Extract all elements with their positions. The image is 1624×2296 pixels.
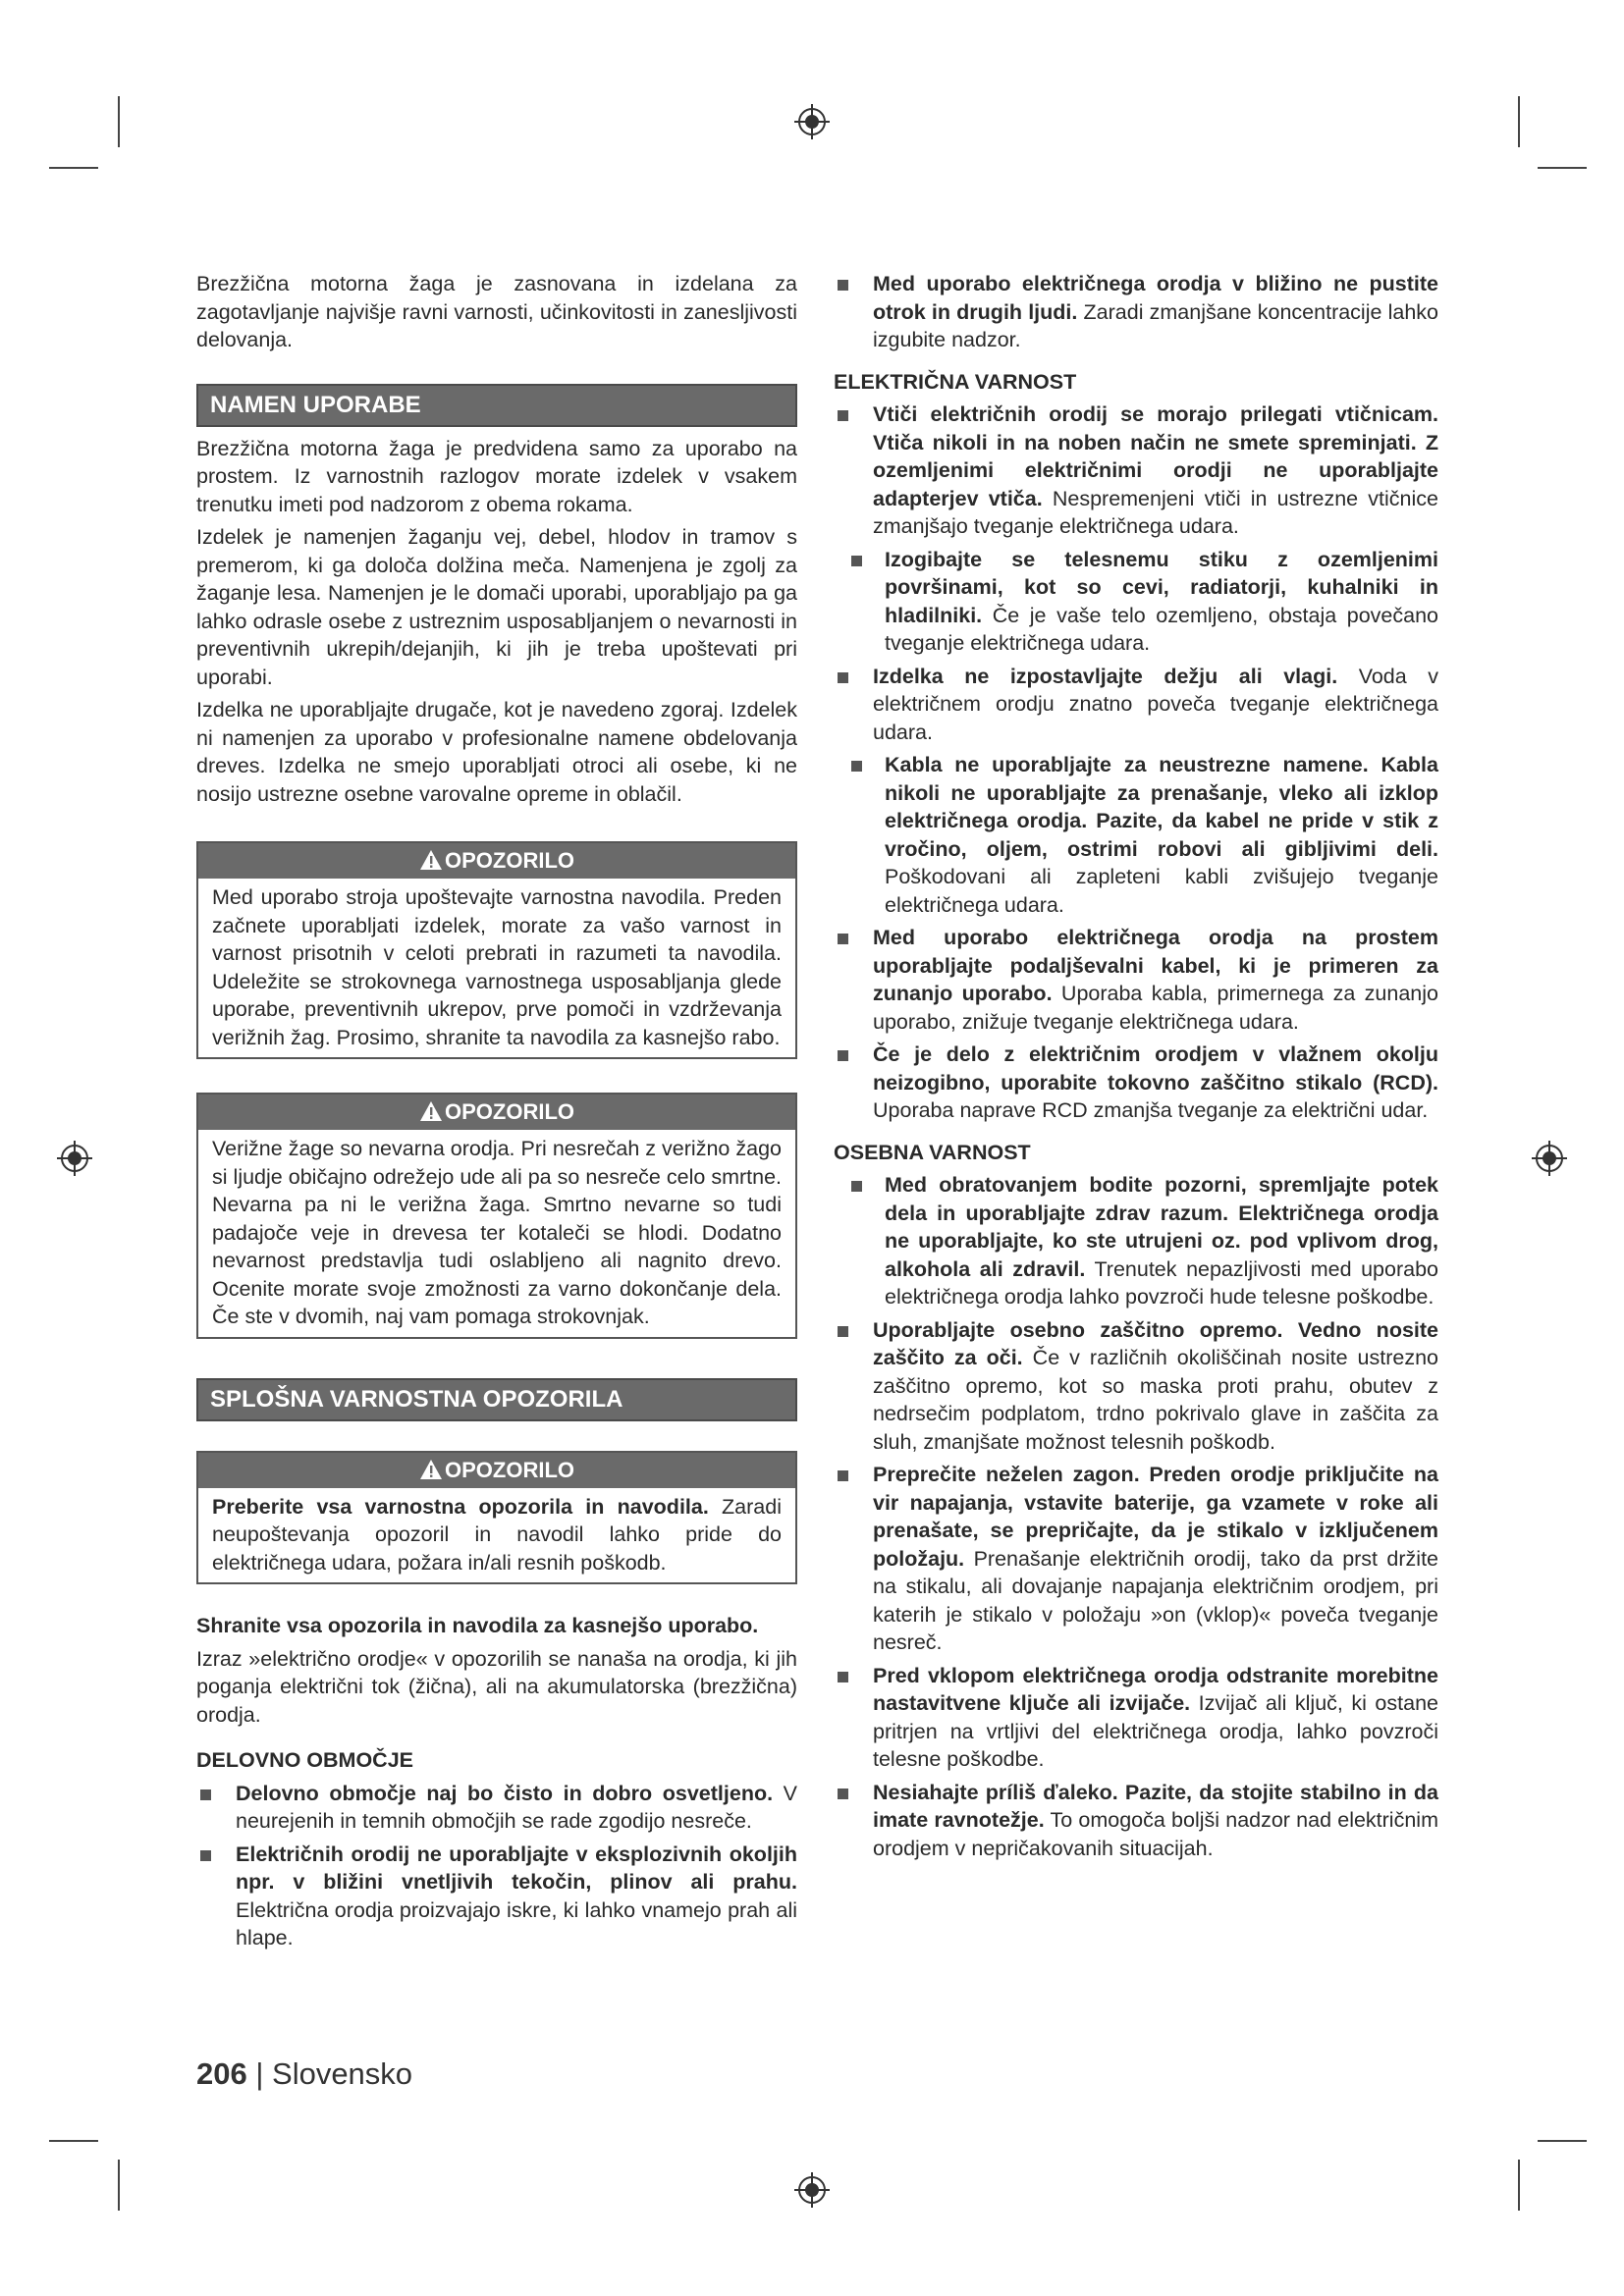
page-number: 206	[196, 2056, 247, 2091]
warning-box	[196, 841, 797, 1059]
save-instructions: Shranite vsa opozorila in navodila za kasnejšo uporabo.	[196, 1614, 759, 1637]
warning-triangle-icon	[419, 1459, 443, 1480]
page-footer	[196, 2056, 412, 2092]
crop-mark	[49, 167, 98, 169]
list-item: Kabla ne uporabljajte za neustrezne namene. Kabla nikoli ne uporabljajte za prenašanje, vleko ali izklop električnega orodja. Pazite, da kabel ne pride v stik z vročino, oljem, ostrimi robovi ali gibljivimi deli. Poškodovani ali zapleteni kabli zvišujejo tveganje električnega udara.	[834, 751, 1438, 919]
bullet-square-icon	[838, 1326, 848, 1337]
bullet-square-icon	[200, 1850, 211, 1861]
subheading-delovno: DELOVNO OBMOČJE	[196, 1748, 413, 1772]
bullet-square-icon	[838, 1050, 848, 1061]
bullet-square-icon	[838, 410, 848, 421]
warning-title: OPOZORILO	[445, 1099, 574, 1124]
left-column	[196, 270, 797, 1957]
bullet-square-icon	[838, 1470, 848, 1481]
crop-mark	[1538, 2140, 1587, 2142]
paragraph: Izdelek je namenjen žaganju vej, debel, hlodov in tramov s premerom, ki ga določa dolžina meča. Namenjena je zgolj za žaganje lesa. Namenjen je le domači uporabi, uporabljajo pa ga lahko odrasle osebe z ustreznim usposabljanjem o nevarnosti in preventivnih ukrepih/dejanjih, ki jih je treba upoštevati pri uporabi.	[196, 525, 797, 689]
registration-mark-icon	[55, 1139, 94, 1178]
section-heading-namen: NAMEN UPORABE	[196, 384, 797, 427]
subheading-osebna: OSEBNA VARNOST	[834, 1140, 1031, 1164]
warning-triangle-icon	[419, 1100, 443, 1122]
list-item: Med uporabo električnega orodja na prostem uporabljajte podaljševalni kabel, ki je primeren za zunanjo uporabo. Uporaba kabla, primernega za zunanjo uporabo, znižuje tveganje električnega udara.	[834, 924, 1438, 1036]
list-item: Uporabljajte osebno zaščitno opremo. Vedno nosite zaščito za oči. Če v različnih okoliščinah nosite ustrezno zaščitno opremo, kot so maska proti prahu, obutev z nedrsečim podplatom, trdno pokrivalo glave in zaščita za sluh, zmanjšate možnost telesnih poškodb.	[834, 1316, 1438, 1457]
warning-header	[198, 843, 795, 879]
right-column	[834, 270, 1438, 1867]
paragraph: Brezžična motorna žaga je predvidena samo za uporabo na prostem. Iz varnostnih razlogov morate izdelek v vsakem trenutku imeti pod nadzorom z obema rokama.	[196, 436, 797, 516]
bullet-square-icon	[851, 556, 862, 566]
warning-box	[196, 1093, 797, 1339]
list-item: Med uporabo električnega orodja v bližino ne pustite otrok in drugih ljudi. Zaradi zmanjšane koncentracije lahko izgubite nadzor.	[834, 270, 1438, 354]
warning-text: Med uporabo stroja upoštevajte varnostna navodila. Preden začnete uporabljati izdelek, morate za vašo varnost in varnost prisotnih v celoti prebrati in razumeti ta navodila. Udeležite se strokovnega varnostnega usposabljanja glede uporabe, preventivnih ukrepov, prve pomoči in vzdrževanja verižnih žag. Prosimo, shranite ta navodila za kasnejšo rabo.	[212, 885, 782, 1049]
registration-mark-icon	[792, 102, 832, 141]
warning-header	[198, 1095, 795, 1130]
list-item: Pred vklopom električnega orodja odstranite morebitne nastavitvene ključe ali izvijače. Izvijač ali ključ, ki ostane pritrjen na vrtljivi del električnega orodja, lahko povzroči telesne poškodbe.	[834, 1662, 1438, 1774]
list-item: Če je delo z električnim orodjem v vlažnem okolju neizogibno, uporabite tokovno zaščitno stikalo (RCD). Uporaba naprave RCD zmanjša tveganje za električni udar.	[834, 1041, 1438, 1125]
crop-mark	[118, 2160, 120, 2211]
crop-mark	[1518, 2160, 1520, 2211]
footer-language: Slovensko	[272, 2056, 413, 2091]
bullet-square-icon	[851, 761, 862, 772]
warning-box	[196, 1451, 797, 1585]
list-item: Delovno območje naj bo čisto in dobro osvetljeno. V neurejenih in temnih območjih se rade zgodijo nesreče.	[196, 1780, 797, 1836]
crop-mark	[49, 2140, 98, 2142]
warning-header	[198, 1453, 795, 1488]
bullet-square-icon	[838, 1789, 848, 1799]
list-item: Med obratovanjem bodite pozorni, spremljajte potek dela in uporabljajte zdrav razum. Električnega orodja ne uporabljajte, ko ste utrujeni oz. pod vplivom drog, alkohola ali zdravil. Trenutek nepazljivosti med uporabo električnega orodja lahko povzroči hude telesne poškodbe.	[834, 1171, 1438, 1311]
list-item: Izogibajte se telesnemu stiku z ozemljenimi površinami, kot so cevi, radiatorji, kuhalniki in hladilniki. Če je vaše telo ozemljeno, obstaja povečano tveganje električnega udara.	[834, 546, 1438, 658]
registration-mark-icon	[792, 2170, 832, 2210]
list-item: Vtiči električnih orodij se morajo prilegati vtičnicam. Vtiča nikoli in na noben način ne smete spreminjati. Z ozemljenimi električnimi orodji ne uporabljajte adapterjev vtiča. Nespremenjeni vtiči in ustrezne vtičnice zmanjšajo tveganje električnega udara.	[834, 400, 1438, 541]
crop-mark	[1518, 96, 1520, 147]
warning-title: OPOZORILO	[445, 1457, 574, 1482]
bullet-square-icon	[851, 1181, 862, 1192]
intro-paragraph: Brezžična motorna žaga je zasnovana in izdelana za zagotavljanje najvišje ravni varnosti, učinkovitosti in zanesljivosti delovanja.	[196, 272, 797, 351]
list-item: Izdelka ne izpostavljajte dežju ali vlagi. Voda v električnem orodju znatno poveča tveganje električnega udara.	[834, 663, 1438, 747]
list-item: Nesiahajte príliš ďaleko. Pazite, da stojite stabilno in da imate ravnotežje. To omogoča boljši nadzor nad električnim orodjem v nepričakovanih situacijah.	[834, 1779, 1438, 1863]
bullet-square-icon	[838, 1672, 848, 1682]
crop-mark	[118, 96, 120, 147]
warning-text: Preberite vsa varnostna opozorila in navodila. Zaradi neupoštevanja opozoril in navodil lahko pride do električnega udara, požara in/ali resnih poškodb.	[212, 1494, 782, 1575]
bullet-square-icon	[838, 672, 848, 683]
section-heading-splosna: SPLOŠNA VARNOSTNA OPOZORILA	[196, 1378, 797, 1421]
paragraph: Izdelka ne uporabljajte drugače, kot je navedeno zgoraj. Izdelek ni namenjen za uporabo v profesionalne namene obdelovanja dreves. Izdelka ne smejo uporabljati otroci ali osebe, ki ne nosijo ustrezne osebne varovalne opreme in oblačil.	[196, 698, 797, 806]
list-item: Električnih orodij ne uporabljajte v eksplozivnih okoljih npr. v bližini vnetljivih tekočin, plinov ali prahu. Električna orodja proizvajajo iskre, ki lahko vnamejo prah ali hlape.	[196, 1841, 797, 1952]
warning-text: Verižne žage so nevarna orodja. Pri nesrečah z verižno žago si ljudje običajno odrežejo ude ali pa so nesreče celo smrtne. Nevarna pa ni le verižna žaga. Smrtno nevarne so tudi padajoče veje in drevesa ter kotaleči se hlodi. Dodatno nevarnost predstavlja tudi oslabljeno ali nagnito drevo. Ocenite morate svoje zmožnosti za varno dokončanje dela. Če ste v dvomih, naj vam pomaga strokovnjak.	[212, 1137, 782, 1328]
warning-triangle-icon	[419, 849, 443, 871]
subheading-elektricna: ELEKTRIČNA VARNOST	[834, 369, 1077, 394]
registration-mark-icon	[1530, 1139, 1569, 1178]
footer-separator: |	[246, 2056, 273, 2091]
bullet-square-icon	[838, 280, 848, 291]
bullet-square-icon	[200, 1789, 211, 1800]
paragraph: Izraz »električno orodje« v opozorilih se nanaša na orodja, ki jih poganja električni tok (žična), ali na akumulatorska (brezžična) orodja.	[196, 1646, 797, 1727]
warning-title: OPOZORILO	[445, 848, 574, 873]
crop-mark	[1538, 167, 1587, 169]
bullet-square-icon	[838, 934, 848, 944]
list-item: Preprečite neželen zagon. Preden orodje priključite na vir napajanja, vstavite baterije, ga vzamete v roke ali prenašate, se prepričajte, da je stikalo v izključenem položaju. Prenašanje električnih orodij, tako da prst držite na stikalu, ali dovajanje napajanja električnim orodjem, pri katerih je stikalo v položaju »on (vklop)« poveča tveganje nesreč.	[834, 1461, 1438, 1657]
